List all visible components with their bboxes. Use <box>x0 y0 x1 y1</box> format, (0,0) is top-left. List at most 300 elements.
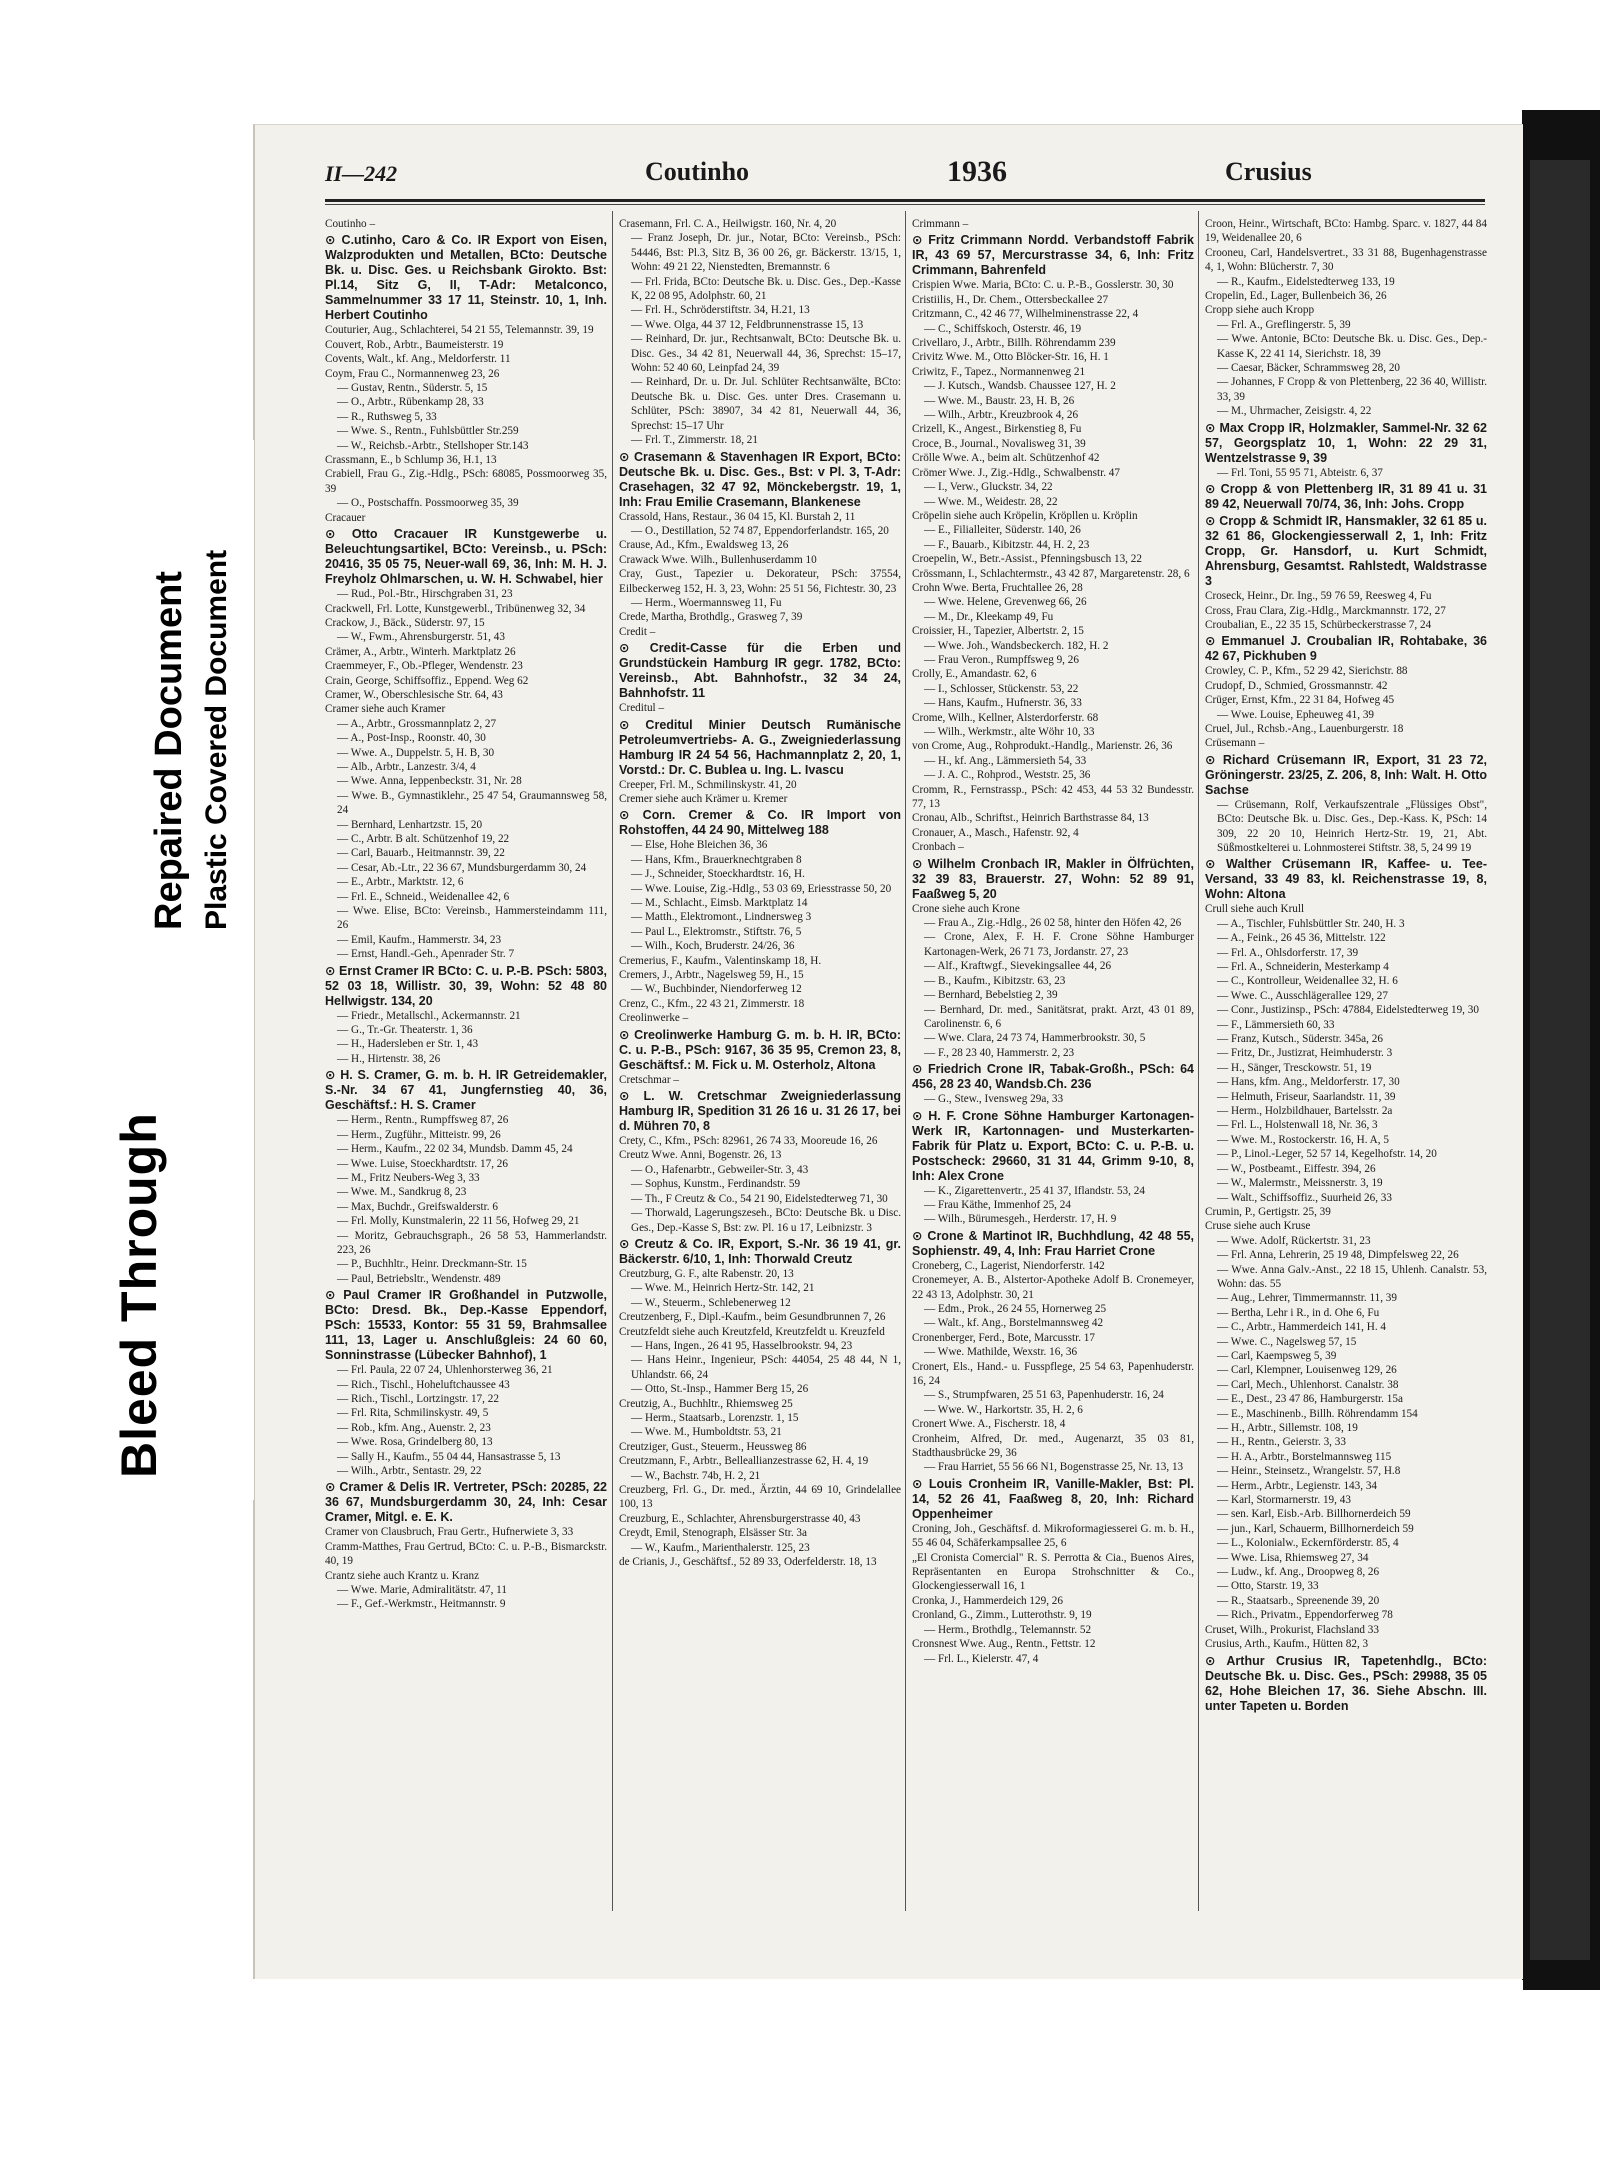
directory-entry: Crivitz Wwe. M., Otto Blöcker-Str. 16, H. 1 <box>912 351 1109 364</box>
directory-entry: — Gustav, Rentn., Süderstr. 5, 15 <box>337 382 488 395</box>
directory-entry: Creutzburg, G. F., alte Rabenstr. 20, 13 <box>619 1267 794 1280</box>
directory-entry: ⊙ Corn. Cremer & Co. IR Import von Rohstoffen, 44 24 90, Mittelweg 188 <box>619 808 901 838</box>
directory-entry: Creuzburg, E., Schlachter, Ahrensburgerstrasse 40, 43 <box>619 1512 861 1525</box>
directory-entry: Crowley, C. P., Kfm., 52 29 42, Sierichstr. 88 <box>1205 665 1408 678</box>
directory-entry: Cretschmar – <box>619 1073 679 1086</box>
directory-entry: — Crüsemann, Rolf, Verkaufszentrale „Flüssiges Obst", BCto: Deutsche Bk. u. Disc. Ges., Dep.-Kass. K, PSch: 14 309, 22 20 10, Heinrich Hertz-Str. 19, 21, Abt. Süßmostkelterei u. Lohnmosterei Stiftstr. 38, 5, 24 99 19 <box>1217 798 1487 854</box>
directory-entry: Crantz siehe auch Krantz u. Kranz <box>325 1569 480 1582</box>
directory-entry: — Frl. Anna, Lehrerin, 25 19 48, Dimpfelsweg 22, 26 <box>1217 1249 1459 1262</box>
directory-entry: Cronauer, A., Masch., Hafenstr. 92, 4 <box>912 826 1079 839</box>
directory-entry: — Frau A., Zig.-Hdlg., 26 02 58, hinter den Höfen 42, 26 <box>924 917 1182 930</box>
directory-entry: ⊙ Richard Crüsemann IR, Export, 31 23 72, Gröningerstr. 23/25, Z. 206, 8, Inh: Walt. H. Otto Sachse <box>1205 752 1487 797</box>
directory-entry: Cronert, Els., Hand.- u. Fusspflege, 25 54 63, Papenhuderstr. 16, 24 <box>912 1360 1194 1387</box>
directory-entry: — Hans, Kaufm., Hufnerstr. 36, 33 <box>924 697 1082 710</box>
directory-entry: Cracauer <box>325 511 366 524</box>
directory-entry: ⊙ H. S. Cramer, G. m. b. H. IR Getreidemakler, S.-Nr. 34 67 41, Jungfernstieg 40, 36, Geschäftsf.: H. S. Cramer <box>325 1068 607 1113</box>
directory-entry: ⊙ Arthur Crusius IR, Tapetenhdlg., BCto: Deutsche Bk. u. Disc. Ges., PSch: 29988, 35 05 62, Hohe Bleichen 17, 36. Siehe Abschn. III. unter Tapeten u. Borden <box>1205 1653 1487 1713</box>
directory-entry: — Cesar, Ab.-Ltr., 22 36 67, Mundsburgerdamm 30, 24 <box>337 861 587 874</box>
directory-entry: Cramm-Matthes, Frau Gertrud, BCto: C. u. P.-B., Bismarckstr. 40, 19 <box>325 1540 607 1568</box>
directory-entry: — H., Hadersleben er Str. 1, 43 <box>337 1038 479 1051</box>
directory-entry: — R., Kaufm., Eidelstedterweg 133, 19 <box>1217 275 1395 288</box>
directory-entry: — Wwe. Elise, BCto: Vereinsb., Hammersteindamm 111, 26 <box>337 905 607 932</box>
directory-entry: — O., Hafenarbtr., Gebweiler-Str. 3, 43 <box>631 1163 809 1176</box>
directory-entry: — Johannes, F Cropp & von Plettenberg, 22 36 40, Willistr. 33, 39 <box>1217 376 1487 403</box>
directory-entry: ⊙ Creutz & Co. IR, Export, S.-Nr. 36 19 41, gr. Bäckerstr. 6/10, 1, Inh: Thorwald Creutz <box>619 1236 901 1266</box>
directory-entry: — Franz, Kutsch., Süderstr. 345a, 26 <box>1217 1033 1383 1046</box>
directory-entry: — Wwe. Clara, 24 73 74, Hammerbrookstr. 30, 5 <box>924 1032 1146 1045</box>
directory-entry: Cronka, J., Hammerdeich 129, 26 <box>912 1594 1063 1607</box>
directory-entry: ⊙ L. W. Cretschmar Zweigniederlassung Hamburg IR, Spedition 31 26 16 u. 31 26 17, bei d. Mühren 70, 8 <box>619 1089 901 1134</box>
directory-entry: — Carl, Klempner, Louisenweg 129, 26 <box>1217 1364 1397 1377</box>
directory-entry: — M., Dr., Kleekamp 49, Fu <box>924 610 1054 623</box>
directory-entry: Credit – <box>619 625 656 638</box>
directory-entry: — P., Buchhltr., Heinr. Dreckmann-Str. 15 <box>337 1258 527 1271</box>
directory-entry: ⊙ Wilhelm Cronbach IR, Makler in Ölfrüchten, 32 39 83, Brauerstr. 27, Wohn: 52 89 91, Faaßweg 5, 20 <box>912 856 1194 901</box>
directory-entry: — Caesar, Bäcker, Schrammsweg 28, 20 <box>1217 362 1401 375</box>
directory-entry: — Aug., Lehrer, Timmermannstr. 11, 39 <box>1217 1292 1397 1305</box>
directory-entry: ⊙ H. F. Crone Söhne Hamburger Kartonagen-Werk IR, Kartonnagen- und Musterkarten-Fabrik für Platz u. Export, BCto: C. u. P.-B. u. Postscheck: 29660, 31 31 44, Grimm 9-10, 8, Inh: Alex Crone <box>912 1108 1194 1183</box>
directory-entry: — Ernst, Handl.-Geh., Apenrader Str. 7 <box>337 948 515 961</box>
directory-entry: Creutziger, Gust., Steuerm., Heussweg 86 <box>619 1440 807 1453</box>
directory-entry: Croneberg, C., Lagerist, Niendorferstr. 142 <box>912 1259 1105 1272</box>
directory-entry: Cronheim, Alfred, Dr. med., Augenarzt, 35 03 81, Stadthausbrücke 29, 36 <box>912 1432 1194 1460</box>
directory-entry: — Wwe. Antonie, BCto: Deutsche Bk. u. Disc. Ges., Dep.-Kasse K, 22 41 14, Sierichstr. 18, 39 <box>1217 333 1487 360</box>
directory-entry: Cromm, R., Fernstrassp., PSch: 42 453, 44 53 32 Bundesstr. 77, 13 <box>912 783 1194 811</box>
directory-entry: — F., Bauarb., Kibitzstr. 44, H. 2, 23 <box>924 538 1090 551</box>
directory-entry: — Otto, Starstr. 19, 33 <box>1217 1580 1319 1593</box>
directory-entry: — Hans Heinr., Ingenieur, PSch: 44054, 25 48 44, N 1, Uhlandstr. 66, 24 <box>631 1354 901 1381</box>
header-rule-thin <box>325 204 1485 205</box>
directory-entry: — Rob., kfm. Ang., Auenstr. 2, 23 <box>337 1421 491 1434</box>
directory-entry: — Frl. H., Schröderstiftstr. 34, H.21, 13 <box>631 304 810 317</box>
directory-entry: — Wilh., Werkmstr., alte Wöhr 10, 33 <box>924 726 1095 738</box>
directory-entry: — Karl, Stormarnerstr. 19, 43 <box>1217 1494 1351 1507</box>
directory-entry: — F., Gef.-Werkmstr., Heitmannstr. 9 <box>337 1598 506 1611</box>
directory-entry: — Crone, Alex, F. H. F. Crone Söhne Hamburger Kartonagen-Werk, 26 71 73, Jordanstr. 27, 23 <box>924 931 1194 958</box>
directory-entry: Crawack Wwe. Wilh., Bullenhuserdamm 10 <box>619 553 817 566</box>
directory-entry: — W., Reichsb.-Arbtr., Stellshoper Str.143 <box>337 439 529 452</box>
directory-entry: Cronert Wwe. A., Fischerstr. 18, 4 <box>912 1418 1066 1431</box>
directory-entry: — Wwe. Adolf, Rückertstr. 31, 23 <box>1217 1234 1371 1247</box>
directory-entry: Craemmeyer, F., Ob.-Pfleger, Wendenstr. 23 <box>325 660 523 673</box>
directory-entry: — Wwe. Anna Galv.-Anst., 22 18 15, Uhlenh. Canalstr. 53, Wohn: das. 55 <box>1217 1263 1487 1290</box>
directory-entry: — Otto, St.-Insp., Hammer Berg 15, 26 <box>631 1383 809 1396</box>
directory-entry: — Paul, Betriebsltr., Wendenstr. 489 <box>337 1272 501 1285</box>
directory-entry: — R., Staatsarb., Spreenende 39, 20 <box>1217 1594 1380 1607</box>
directory-entry: — M., Schlacht., Eimsb. Marktplatz 14 <box>631 897 808 909</box>
directory-entry: — B., Kaufm., Kibitzstr. 63, 23 <box>924 974 1066 987</box>
directory-entry: — Frl. L., Holstenwall 18, Nr. 36, 3 <box>1217 1119 1378 1132</box>
column-divider <box>612 211 613 1911</box>
directory-entry: — Fritz, Dr., Justizrat, Heimhuderstr. 3 <box>1217 1047 1393 1060</box>
directory-entry: — Carl, Bauarb., Heitmannstr. 39, 22 <box>337 847 505 860</box>
directory-entry: — W., Bachstr. 74b, H. 2, 21 <box>631 1469 761 1482</box>
directory-entry: — A., Tischler, Fuhlsbüttler Str. 240, H. 3 <box>1217 917 1405 930</box>
directory-entry: — Sally H., Kaufm., 55 04 44, Hansastrasse 5, 13 <box>337 1450 561 1463</box>
directory-entry: — F., 28 23 40, Hammerstr. 2, 23 <box>924 1046 1075 1059</box>
directory-entry: — Wwe. M., Sandkrug 8, 23 <box>337 1186 467 1199</box>
directory-entry: — Wwe. S., Rentn., Fuhlsbüttler Str.259 <box>337 425 519 438</box>
directory-entry: — Wwe. Louise, Zig.-Hdlg., 53 03 69, Eriesstrasse 50, 20 <box>631 882 892 895</box>
directory-entry: — Max, Buchdr., Greifswalderstr. 6 <box>337 1200 498 1213</box>
directory-entry: — Heinr., Steinsetz., Wrangelstr. 57, H.8 <box>1217 1465 1401 1478</box>
directory-entry: — Frau Käthe, Immenhof 25, 24 <box>924 1198 1071 1211</box>
repaired-document-label: Repaired Document <box>148 571 190 930</box>
directory-entry: Cropp siehe auch Kropp <box>1205 304 1315 317</box>
header-last-entry: Crusius <box>1225 157 1312 186</box>
directory-entry: — Frl. A., Schneiderin, Mesterkamp 4 <box>1217 961 1389 973</box>
directory-entry: — H., Arbtr., Sillemstr. 108, 19 <box>1217 1422 1358 1434</box>
header-year: 1936 <box>947 155 1007 188</box>
directory-entry: ⊙ Creditul Minier Deutsch Rumänische Petroleumvertriebs- A. G., Zweigniederlassung Hamburg IR 24 54 56, Hachmannplatz 2, 20, 1, Vorstd.: Dr. C. Bublea u. Ing. L. Ivascu <box>619 717 901 777</box>
directory-entry: — Frl. Molly, Kunstmalerin, 22 11 56, Hofweg 29, 21 <box>337 1215 580 1228</box>
page-number: II—242 <box>325 161 398 186</box>
column-divider <box>905 211 906 1911</box>
directory-entry: Cronenberger, Ferd., Bote, Marcusstr. 17 <box>912 1331 1095 1344</box>
directory-entry: — A., Arbtr., Grossmannplatz 2, 27 <box>337 717 497 730</box>
directory-entry: — Wwe. M., Baustr. 23, H. B, 26 <box>924 394 1075 407</box>
directory-entry: — Herm., Brothdlg., Telemannstr. 52 <box>924 1623 1092 1636</box>
directory-entry: Cronau, Alb., Schriftst., Heinrich Barthstrasse 84, 13 <box>912 812 1149 825</box>
directory-entry: — Ludw., kf. Ang., Droopweg 8, 26 <box>1217 1566 1380 1579</box>
directory-entry: Croissier, H., Tapezier, Albertstr. 2, 15 <box>912 625 1084 638</box>
directory-entry: Cristiilis, H., Dr. Chem., Ottersbeckallee 27 <box>912 293 1109 306</box>
directory-entry: Crudopf, D., Schmied, Grossmannstr. 42 <box>1205 679 1388 692</box>
directory-entry: — Wwe. Louise, Epheuweg 41, 39 <box>1217 708 1375 721</box>
directory-entry: — H., Sänger, Tresckowstr. 51, 19 <box>1217 1061 1372 1074</box>
directory-entry: Cremer siehe auch Krämer u. Kremer <box>619 792 788 805</box>
directory-entry: — sen. Karl, Eisb.-Arb. Billhornerdeich 59 <box>1217 1508 1411 1521</box>
directory-entry: Cröpelin siehe auch Kröpelin, Kröpllen u. Kröplin <box>912 509 1138 522</box>
directory-entry: — H., Rentn., Geierstr. 3, 33 <box>1217 1436 1346 1449</box>
directory-entry: — S., Strumpfwaren, 25 51 63, Papenhuderstr. 16, 24 <box>924 1389 1164 1402</box>
directory-entry: ⊙ Creolinwerke Hamburg G. m. b. H. IR, BCto: C. u. P.-B., PSch: 9167, 36 35 95, Cremon 23, 8, Geschäftsf.: M. Fick u. M. Osterholz, Altona <box>619 1027 901 1072</box>
directory-entry: Cray, Gust., Tapezier u. Dekorateur, PSch: 37554, Eilbeckerweg 152, H. 3, 23, Wohn: 25 51 56, Fichtestr. 30, 23 <box>619 568 901 595</box>
directory-entry: Crassold, Hans, Restaur., 36 04 15, Kl. Burstah 2, 11 <box>619 510 856 523</box>
directory-entry: Crohn Wwe. Berta, Fruchtallee 26, 28 <box>912 581 1083 594</box>
directory-entry: — Herm., Holzbildhauer, Bartelsstr. 2a <box>1217 1105 1393 1118</box>
directory-entry: Croubalian, E., 22 35 15, Schürbeckerstrasse 7, 24 <box>1205 618 1432 631</box>
directory-entry: — W., Kaufm., Marienthalerstr. 125, 23 <box>631 1541 810 1554</box>
directory-entry: Crabiell, Frau G., Zig.-Hdlg., PSch: 68085, Possmoorweg 35, 39 <box>325 468 607 495</box>
directory-entry: Crain, George, Schiffsoffiz., Eppend. Weg 62 <box>325 674 529 687</box>
directory-entry: — O., Destillation, 52 74 87, Eppendorferlandstr. 165, 20 <box>631 524 889 537</box>
bleed-through-label: Bleed Through <box>111 1112 167 1478</box>
directory-entry: — Thorwald, Lagerungszeseh., BCto: Deutsche Bk. u Disc. Ges., Dep.-Kasse S, Bst: zw. Pl. 16 u 17, Leibnizstr. 3 <box>631 1207 901 1234</box>
directory-entry: Croepelin, W., Betr.-Assist., Pfenningsbusch 13, 22 <box>912 553 1142 566</box>
directory-entry: Creuzberg, Frl. G., Dr. med., Ärztin, 44 69 10, Grindelallee 100, 13 <box>619 1484 901 1511</box>
directory-entry: Critzmann, C., 42 46 77, Wilhelminenstrasse 22, 4 <box>912 308 1139 321</box>
directory-entry: Croseck, Heinr., Dr. Ing., 59 76 59, Reesweg 4, Fu <box>1205 590 1432 603</box>
directory-page <box>253 124 1523 1979</box>
directory-entry: — Helmuth, Friseur, Saarlandstr. 11, 39 <box>1217 1090 1396 1103</box>
directory-entry: — Wwe. Luise, Stoeckhardtstr. 17, 26 <box>337 1157 508 1170</box>
directory-entry: — H., kf. Ang., Lämmersieth 54, 33 <box>924 754 1087 767</box>
directory-entry: — C., Arbtr., Hammerdeich 141, H. 4 <box>1217 1321 1387 1334</box>
directory-entry: — Reinhard, Dr. u. Dr. Jul. Schlüter Rechtsanwälte, BCto: Deutsche Bk. u. Disc. Ges. unter Dres. Crasemann u. Schlüter, PSch: 38907, 34 42 81, Neuerwall 44, 36, Sprechst: 15–17 Uhr <box>631 376 901 432</box>
directory-entry: Crömer Wwe. J., Zig.-Hdlg., Schwalbenstr. 47 <box>912 466 1120 479</box>
directory-entry: Cremerius, F., Kaufm., Valentinskamp 18, H. <box>619 954 822 967</box>
directory-entry: — Wwe. M., Humboldtstr. 53, 21 <box>631 1426 782 1439</box>
directory-entry: — Rud., Pol.-Btr., Hirschgraben 31, 23 <box>337 588 513 601</box>
directory-entry: — Th., F Creutz & Co., 54 21 90, Eidelstedterweg 71, 30 <box>631 1192 888 1205</box>
directory-entry: ⊙ Friedrich Crone IR, Tabak-Großh., PSch: 64 456, 28 23 40, Wandsb.Ch. 236 <box>912 1062 1194 1092</box>
directory-entry: — C., Arbtr. B alt. Schützenhof 19, 22 <box>337 833 510 845</box>
directory-entry: — E., Dest., 23 47 86, Hamburgerstr. 15a <box>1217 1393 1403 1406</box>
directory-entry: Crause, Ad., Kfm., Ewaldsweg 13, 26 <box>619 539 789 552</box>
directory-entry: ⊙ Emmanuel J. Croubalian IR, Rohtabake, 36 42 67, Pickhuben 9 <box>1205 634 1487 664</box>
directory-entry: — Matth., Elektromont., Lindnersweg 3 <box>631 911 812 924</box>
directory-entry: — Wwe. Rosa, Grindelberg 80, 13 <box>337 1436 493 1449</box>
directory-entry: — Else, Hohe Bleichen 36, 36 <box>631 839 768 852</box>
directory-entry: — Wwe. C., Ausschlägerallee 129, 27 <box>1217 989 1388 1002</box>
directory-entry: — M., Fritz Neubers-Weg 3, 33 <box>337 1171 480 1184</box>
directory-entry: — Wwe. W., Harkortstr. 35, H. 2, 6 <box>924 1403 1083 1416</box>
directory-entry: Crooneu, Carl, Handelsvertret., 33 31 88, Bugenhagenstrasse 4, 1, Wohn: Blücherstr. 7, 30 <box>1205 246 1487 274</box>
directory-entry: Creutzfeldt siehe auch Kreutzfeld, Kreutzfeldt u. Kreuzfeld <box>619 1325 885 1338</box>
directory-entry: — Frl. A., Ohlsdorferstr. 17, 39 <box>1217 946 1359 959</box>
directory-entry: Criwitz, F., Tapez., Normannenweg 21 <box>912 365 1086 378</box>
scan-bottom-margin <box>253 1980 1523 2177</box>
directory-entry: Crety, C., Kfm., PSch: 82961, 26 74 33, Mooreude 16, 26 <box>619 1135 878 1148</box>
directory-entry: Coym, Frau C., Normannenweg 23, 26 <box>325 367 500 380</box>
directory-entry: — Frl. A., Greflingerstr. 5, 39 <box>1217 318 1351 331</box>
directory-entry: — J. A. C., Rohprod., Weststr. 25, 36 <box>924 769 1091 782</box>
directory-entry: Creditul – <box>619 702 665 715</box>
directory-entry: — Rich., Tischl., Lortzingstr. 17, 22 <box>337 1392 499 1405</box>
directory-entry: — Herm., Staatsarb., Lorenzstr. 1, 15 <box>631 1411 799 1424</box>
directory-entry: Crone siehe auch Krone <box>912 902 1020 915</box>
directory-entry: — A., Feink., 26 45 36, Mittelstr. 122 <box>1217 932 1386 945</box>
directory-entry: Cremers, J., Arbtr., Nagelsweg 59, H., 15 <box>619 969 804 982</box>
directory-entry: — Bernhard, Lenhartzstr. 15, 20 <box>337 818 483 831</box>
directory-entry: — Wilh., Arbtr., Kreuzbrook 4, 26 <box>924 409 1079 422</box>
directory-entry: Cronbach – <box>912 841 964 854</box>
directory-entry: Couvert, Rob., Arbtr., Baumeisterstr. 19 <box>325 338 504 351</box>
directory-entry: Cruel, Jul., Rchsb.-Ang., Lauenburgerstr. 18 <box>1205 722 1404 735</box>
directory-entry: — W., Buchbinder, Niendorferweg 12 <box>631 983 802 996</box>
directory-entry: Crackwell, Frl. Lotte, Kunstgewerbl., Tribünenweg 32, 34 <box>325 602 586 615</box>
directory-entry: — Wwe. M., Weidestr. 28, 22 <box>924 495 1058 508</box>
directory-entry: Crolly, E., Amandastr. 62, 6 <box>912 668 1037 681</box>
directory-entry: Couturier, Aug., Schlachterei, 54 21 55, Telemannstr. 39, 19 <box>325 324 594 337</box>
directory-entry: ⊙ Cramer & Delis IR. Vertreter, PSch: 20285, 22 36 67, Mundsburgerdamm 30, 24, Inh: Cesar Cramer, Mitgl. e. E. K. <box>325 1480 607 1525</box>
directory-entry: Cronland, G., Zimm., Lutterothstr. 9, 19 <box>912 1609 1092 1622</box>
scan-right-edge-shadow <box>1530 160 1590 1960</box>
directory-entry: — Alb., Arbtr., Lanzestr. 3/4, 4 <box>337 760 476 773</box>
directory-entry: Crackow, J., Bäck., Süderstr. 97, 15 <box>325 616 485 629</box>
directory-entry: Croce, B., Journal., Novalisweg 31, 39 <box>912 437 1086 450</box>
directory-entry: — Walt., kf. Ang., Borstelmannsweg 42 <box>924 1317 1104 1330</box>
directory-entry: — E., Maschinenb., Billh. Röhrendamm 154 <box>1217 1407 1418 1420</box>
directory-entry: Crome, Wilh., Kellner, Alsterdorferstr. 68 <box>912 711 1099 724</box>
directory-entry: — Wwe. A., Duppelstr. 5, H. B, 30 <box>337 746 495 759</box>
column-divider <box>1198 211 1199 1911</box>
directory-entry: — G., Stew., Ivensweg 29a, 33 <box>924 1093 1064 1106</box>
directory-entry: — O., Postschaffn. Possmoorweg 35, 39 <box>337 497 519 510</box>
directory-entry: Cronemeyer, A. B., Alstertor-Apotheke Adolf B. Cronemeyer, 22 43 13, Adolphstr. 30, 21 <box>912 1274 1194 1301</box>
directory-entry: — Frl. T., Zimmerstr. 18, 21 <box>631 434 758 447</box>
directory-entry: — J. Kutsch., Wandsb. Chaussee 127, H. 2 <box>924 380 1116 393</box>
directory-entry: — Frl. L., Kielerstr. 47, 4 <box>924 1652 1039 1665</box>
directory-entry: — Emil, Kaufm., Hammerstr. 34, 23 <box>337 933 502 946</box>
directory-entry: — W., Steuerm., Schlebenerweg 12 <box>631 1296 791 1309</box>
directory-entry: Cramer siehe auch Kramer <box>325 703 446 716</box>
directory-entry: — Alf., Kraftwgf., Sievekingsallee 44, 26 <box>924 960 1112 973</box>
directory-entry: — Frl. Toni, 55 95 71, Abteistr. 6, 37 <box>1217 466 1383 479</box>
directory-entry: — C., Schiffskoch, Osterstr. 46, 19 <box>924 322 1082 335</box>
directory-entry: — W., Fwm., Ahrensburgerstr. 51, 43 <box>337 631 505 644</box>
directory-entry: — Rich., Tischl., Hoheluftchaussee 43 <box>337 1378 510 1391</box>
directory-entry: — Walt., Schiffsoffiz., Suurheid 26, 33 <box>1217 1191 1392 1204</box>
directory-entry: — R., Ruthsweg 5, 33 <box>337 410 437 423</box>
directory-entry: Crenz, C., Kfm., 22 43 21, Zimmerstr. 18 <box>619 997 805 1010</box>
directory-entry: — Wilh., Koch, Bruderstr. 24/26, 36 <box>631 940 795 953</box>
directory-entry: ⊙ Credit-Casse für die Erben und Grundstückein Hamburg IR gegr. 1782, BCto: Vereinsb., Abt. Bahnhofstr., 32 34 24, Bahnhofstr. 11 <box>619 641 901 701</box>
directory-entry: — Wwe. Marie, Admiralitätstr. 47, 11 <box>337 1584 507 1597</box>
directory-entry: Crusius, Arth., Kaufm., Hütten 82, 3 <box>1205 1638 1369 1651</box>
directory-entry: — K., Zigarettenvertr., 25 41 37, Iflandstr. 53, 24 <box>924 1184 1145 1197</box>
directory-entry: — Frl. Frida, BCto: Deutsche Bk. u. Disc. Ges., Dep.-Kasse K, 22 08 95, Adolphstr. 60, 21 <box>631 275 901 303</box>
directory-entry: ⊙ Crasemann & Stavenhagen IR Export, BCto: Deutsche Bk. u. Disc. Ges., Bst: v Pl. 3, T-Adr: Crasehagen, 32 47 92, Mönckebergstr. 19, 1, Inh: Frau Emilie Crasemann, Blankenese <box>619 449 901 509</box>
directory-entry: Creutz Wwe. Anni, Bogenstr. 26, 13 <box>619 1149 782 1162</box>
plastic-covered-label: Plastic Covered Document <box>200 549 233 930</box>
directory-entry: — H. A., Arbtr., Borstelmannsweg 115 <box>1217 1450 1392 1463</box>
directory-entry: — Hans, Ingen., 26 41 95, Hasselbrookstr. 94, 23 <box>631 1339 853 1352</box>
directory-entry: Crölle Wwe. A., beim alt. Schützenhof 42 <box>912 452 1100 465</box>
directory-entry: — Franz Joseph, Dr. jur., Notar, BCto: Vereinsb., PSch: 54446, Bst: Pl.3, Sitz B, 36 00 26, gr. Bäckerstr. 13/15, 1, Wohn: 49 21 22, Nienstedten, Bremannstr. 6 <box>631 232 901 274</box>
directory-entry: ⊙ Fritz Crimmann Nordd. Verbandstoff Fabrik IR, 43 69 57, Mercurstrasse 34, 6, Inh: Fritz Crimmann, Bahrenfeld <box>912 233 1194 278</box>
directory-entry: — L., Kolonialw., Eckernförderstr. 85, 4 <box>1217 1537 1399 1550</box>
directory-entry: — G., Tr.-Gr. Theaterstr. 1, 36 <box>337 1024 473 1037</box>
directory-entry: — H., Hirtenstr. 38, 26 <box>337 1052 441 1065</box>
directory-entry: — M., Uhrmacher, Zeisigstr. 4, 22 <box>1217 405 1372 418</box>
directory-entry: — Frl. Rita, Schmilinskystr. 49, 5 <box>337 1407 489 1420</box>
directory-entry: — P., Linol.-Leger, 52 57 14, Kegelhofstr. 14, 20 <box>1217 1148 1437 1161</box>
directory-entry: Crumin, P., Gertigstr. 25, 39 <box>1205 1205 1331 1218</box>
directory-entry: — Bertha, Lehr i R., in d. Ohe 6, Fu <box>1217 1306 1380 1319</box>
directory-entry: — Bernhard, Bebelstieg 2, 39 <box>924 989 1058 1002</box>
directory-entry: — jun., Karl, Schauerm, Billhornerdeich 59 <box>1217 1522 1414 1535</box>
header-first-entry: Coutinho <box>645 157 750 186</box>
directory-entry: Crede, Martha, Brothdlg., Grasweg 7, 39 <box>619 611 803 624</box>
directory-entry: Crassmann, E., b Schlump 36, H.1, 13 <box>325 454 497 467</box>
directory-entry: — Bernhard, Dr. med., Sanitätsrat, prakt. Arzt, 43 01 89, Carolinenstr. 6, 6 <box>924 1003 1194 1030</box>
directory-entry: von Crome, Aug., Rohprodukt.-Handlg., Marienstr. 26, 36 <box>912 740 1173 753</box>
directory-entry: Cropelin, Ed., Lager, Bullenbeich 36, 26 <box>1205 290 1387 303</box>
directory-entry: — E., Filialleiter, Süderstr. 140, 26 <box>924 524 1081 537</box>
page-header <box>325 155 1485 195</box>
directory-entry: Creutzmann, F., Arbtr., Belleallianzestrasse 62, H. 4, 19 <box>619 1455 869 1468</box>
directory-entry: — Friedr., Metallschl., Ackermannstr. 21 <box>337 1009 521 1022</box>
directory-entry: — C., Kontrolleur, Weidenallee 32, H. 6 <box>1217 975 1398 988</box>
directory-entry: Crasemann, Frl. C. A., Heilwigstr. 160, Nr. 4, 20 <box>619 218 837 230</box>
directory-entry: Cross, Frau Clara, Zig.-Hdlg., Marckmannstr. 172, 27 <box>1205 604 1446 617</box>
directory-entry: — Herm., Arbtr., Legienstr. 143, 34 <box>1217 1479 1378 1492</box>
directory-entry: — Wwe. M., Heinrich Hertz-Str. 142, 21 <box>631 1282 815 1295</box>
directory-entry: Cruset, Wilh., Prokurist, Flachsland 33 <box>1205 1623 1379 1636</box>
directory-entry: Crizell, K., Angest., Birkenstieg 8, Fu <box>912 423 1082 436</box>
directory-entry: Crämer, A., Arbtr., Winterh. Marktplatz 26 <box>325 645 516 658</box>
directory-entry: — Rich., Privatm., Eppendorferweg 78 <box>1217 1609 1393 1622</box>
directory-entry: — Frl. E., Schneid., Weidenallee 42, 6 <box>337 890 510 903</box>
directory-entry: — Wwe. B., Gymnastiklehr., 25 47 54, Graumannsweg 58, 24 <box>337 789 607 817</box>
directory-entry: — Frau Harriet, 55 56 66 N1, Bogenstrasse 25, Nr. 13, 13 <box>924 1461 1184 1474</box>
directory-entry: — Herm., Kaufm., 22 02 34, Mundsb. Damm 45, 24 <box>337 1143 573 1156</box>
directory-entry: — Wwe. Olga, 44 37 12, Feldbrunnenstrasse 15, 13 <box>631 318 864 331</box>
directory-entry: — I., Schlosser, Stückenstr. 53, 22 <box>924 682 1079 695</box>
directory-entry: — J., Schneider, Stoeckhardtstr. 16, H. <box>631 868 805 881</box>
directory-entry: — O., Arbtr., Rübenkamp 28, 33 <box>337 396 484 409</box>
directory-entry: Creolinwerke – <box>619 1012 689 1025</box>
directory-entry: Cramer, W., Oberschlesische Str. 64, 43 <box>325 688 503 701</box>
directory-entry: ⊙ C.utinho, Caro & Co. IR Export von Eisen, Walzprodukten und Metallen, BCto: Deutsche Bk. u. Disc. Ges. u Reichsbank Girokto. Bst: Pl.14, Sitz G, II, T-Adr: Metalconco, Sammelnummer 33 17 11, Steinstr. 10, 1, Inh. Herbert Coutinho <box>325 233 607 323</box>
directory-entry: — Paul L., Elektromstr., Stiftstr. 76, 5 <box>631 925 802 938</box>
directory-entry: — F., Lämmersieth 60, 33 <box>1217 1018 1335 1031</box>
directory-entry: — Wilh., Bürumesgeh., Herderstr. 17, H. 9 <box>924 1213 1117 1226</box>
directory-entry: — Wwe. M., Rostockerstr. 16, H. A, 5 <box>1217 1133 1389 1146</box>
directory-entry: ⊙ Louis Cronheim IR, Vanille-Makler, Bst: Pl. 14, 52 26 41, Faaßweg 8, 20, Inh: Richard Oppenheimer <box>912 1476 1194 1521</box>
directory-entry: Crispien Wwe. Maria, BCto: C. u. P.-B., Gosslerstr. 30, 30 <box>912 279 1174 292</box>
directory-entry: Creydt, Emil, Stenograph, Elsässer Str. 3a <box>619 1527 807 1540</box>
directory-entry: Creutzig, A., Buchhltr., Rhiemsweg 25 <box>619 1397 793 1410</box>
directory-column-2 <box>619 217 901 1927</box>
directory-entry: — Frl. Paula, 22 07 24, Uhlenhorsterweg 36, 21 <box>337 1364 553 1377</box>
directory-entry: — A., Post-Insp., Roonstr. 40, 30 <box>337 732 486 745</box>
directory-entry: de Crianis, J., Geschäftsf., 52 89 33, Oderfelderstr. 18, 13 <box>619 1556 877 1569</box>
directory-entry: — Wwe. Mathilde, Wexstr. 16, 36 <box>924 1346 1078 1359</box>
directory-entry: Coutinho – <box>325 218 376 230</box>
directory-column-3 <box>912 217 1194 1927</box>
directory-entry: — Frau Veron., Rumpffsweg 9, 26 <box>924 653 1079 666</box>
directory-entry: — W., Postbeamt., Eiffestr. 394, 26 <box>1217 1162 1376 1175</box>
directory-entry: — Edm., Prok., 26 24 55, Hornerweg 25 <box>924 1302 1107 1315</box>
directory-entry: ⊙ Cropp & Schmidt IR, Hansmakler, 32 61 85 u. 32 61 86, Glockengiesserwall 2, 1, Inh: Fritz Cropp, Gr. Hansdorf, u. Kurt Schmidt, Ahrensburg, Gesamtst. Rahlstedt, Waldstrasse 3 <box>1205 514 1487 589</box>
directory-entry: — E., Arbtr., Marktstr. 12, 6 <box>337 876 464 889</box>
directory-entry: „El Cronista Comercial" R. S. Perrotta & Cia., Buenos Aires, Repräsentanten en Europa Strohschnitter & Co., Glockengiesserwall 16, 1 <box>912 1551 1194 1593</box>
directory-entry: — Herm., Zugführ., Mitteistr. 99, 26 <box>337 1128 501 1141</box>
directory-entry: — Wwe. Joh., Wandsbeckerch. 182, H. 2 <box>924 639 1109 652</box>
directory-entry: ⊙ Otto Cracauer IR Kunstgewerbe u. Beleuchtungsartikel, BCto: Vereinsb., u. PSch: 20416, 35 05 75, Neuer-wall 69, 36, Inh: M. H. J. Freyholz Ohlmarschen, u. W. H. Schwabel, hier <box>325 527 607 587</box>
directory-entry: Crivellaro, J., Arbtr., Billh. Röhrendamm 239 <box>912 337 1116 350</box>
directory-entry: — Conr., Justizinsp., PSch: 47884, Eidelstedterweg 19, 30 <box>1217 1004 1479 1017</box>
directory-entry: — Hans, kfm. Ang., Meldorferstr. 17, 30 <box>1217 1076 1400 1089</box>
directory-entry: — Moritz, Gebrauchsgraph., 26 58 53, Hammerlandstr. 223, 26 <box>337 1229 607 1256</box>
directory-entry: Crüger, Ernst, Kfm., 22 31 84, Hofweg 45 <box>1205 694 1395 707</box>
header-rule <box>325 199 1485 202</box>
directory-entry: Crüsemann – <box>1205 737 1265 750</box>
directory-entry: — Reinhard, Dr. jur., Rechtsanwalt, BCto: Deutsche Bk. u. Disc. Ges., 34 42 81, Neuerwall 44, 36, Sprechst: 15–17, Wohn: 52 40 60, Leinpfad 24, 39 <box>631 333 901 375</box>
directory-entry: — Hans, Kfm., Brauerknechtgraben 8 <box>631 853 802 866</box>
directory-entry: — Herm., Rentn., Rumpffsweg 87, 26 <box>337 1114 509 1127</box>
directory-entry: ⊙ Cropp & von Plettenberg IR, 31 89 41 u. 31 89 42, Neuerwall 70/74, 36, Inh: Johs. Cropp <box>1205 482 1487 512</box>
directory-entry: Creutzenberg, F., Dipl.-Kaufm., beim Gesundbrunnen 7, 26 <box>619 1311 886 1324</box>
directory-entry: — Herm., Woermannsweg 11, Fu <box>631 596 782 609</box>
directory-entry: Croning, Joh., Geschäftsf. d. Mikroformagiesserei G. m. b. H., 55 46 04, Schäferkampsallee 25, 6 <box>912 1522 1194 1550</box>
directory-entry: — Wwe. Helene, Grevenweg 66, 26 <box>924 596 1087 609</box>
directory-entry: — I., Verw., Gluckstr. 34, 22 <box>924 481 1053 494</box>
directory-entry: Croon, Heinr., Wirtschaft, BCto: Hambg. Sparc. v. 1827, 44 84 19, Weidenallee 20, 6 <box>1205 218 1487 245</box>
directory-entry: — Wwe. C., Nagelsweg 57, 15 <box>1217 1335 1357 1348</box>
directory-entry: — Carl, Kaempsweg 5, 39 <box>1217 1349 1337 1362</box>
directory-entry: ⊙ Walther Crüsemann IR, Kaffee- u. Tee-Versand, 33 49 83, kl. Reichenstrasse 19, 8, Wohn: Altona <box>1205 857 1487 902</box>
directory-entry: Covents, Walt., kf. Ang., Meldorferstr. 11 <box>325 353 511 366</box>
directory-column-4 <box>1205 217 1487 1927</box>
directory-entry: ⊙ Crone & Martinot IR, Buchhdlung, 42 48 55, Sophienstr. 49, 4, Inh: Frau Harriet Crone <box>912 1228 1194 1258</box>
directory-entry: Cruse siehe auch Kruse <box>1205 1220 1311 1233</box>
directory-entry: ⊙ Max Cropp IR, Holzmakler, Sammel-Nr. 32 62 57, Georgsplatz 10, 1, Wohn: 22 29 31, Wentzelstrasse 9, 39 <box>1205 420 1487 465</box>
directory-entry: — Wwe. Anna, Ieppenbeckstr. 31, Nr. 28 <box>337 775 522 788</box>
